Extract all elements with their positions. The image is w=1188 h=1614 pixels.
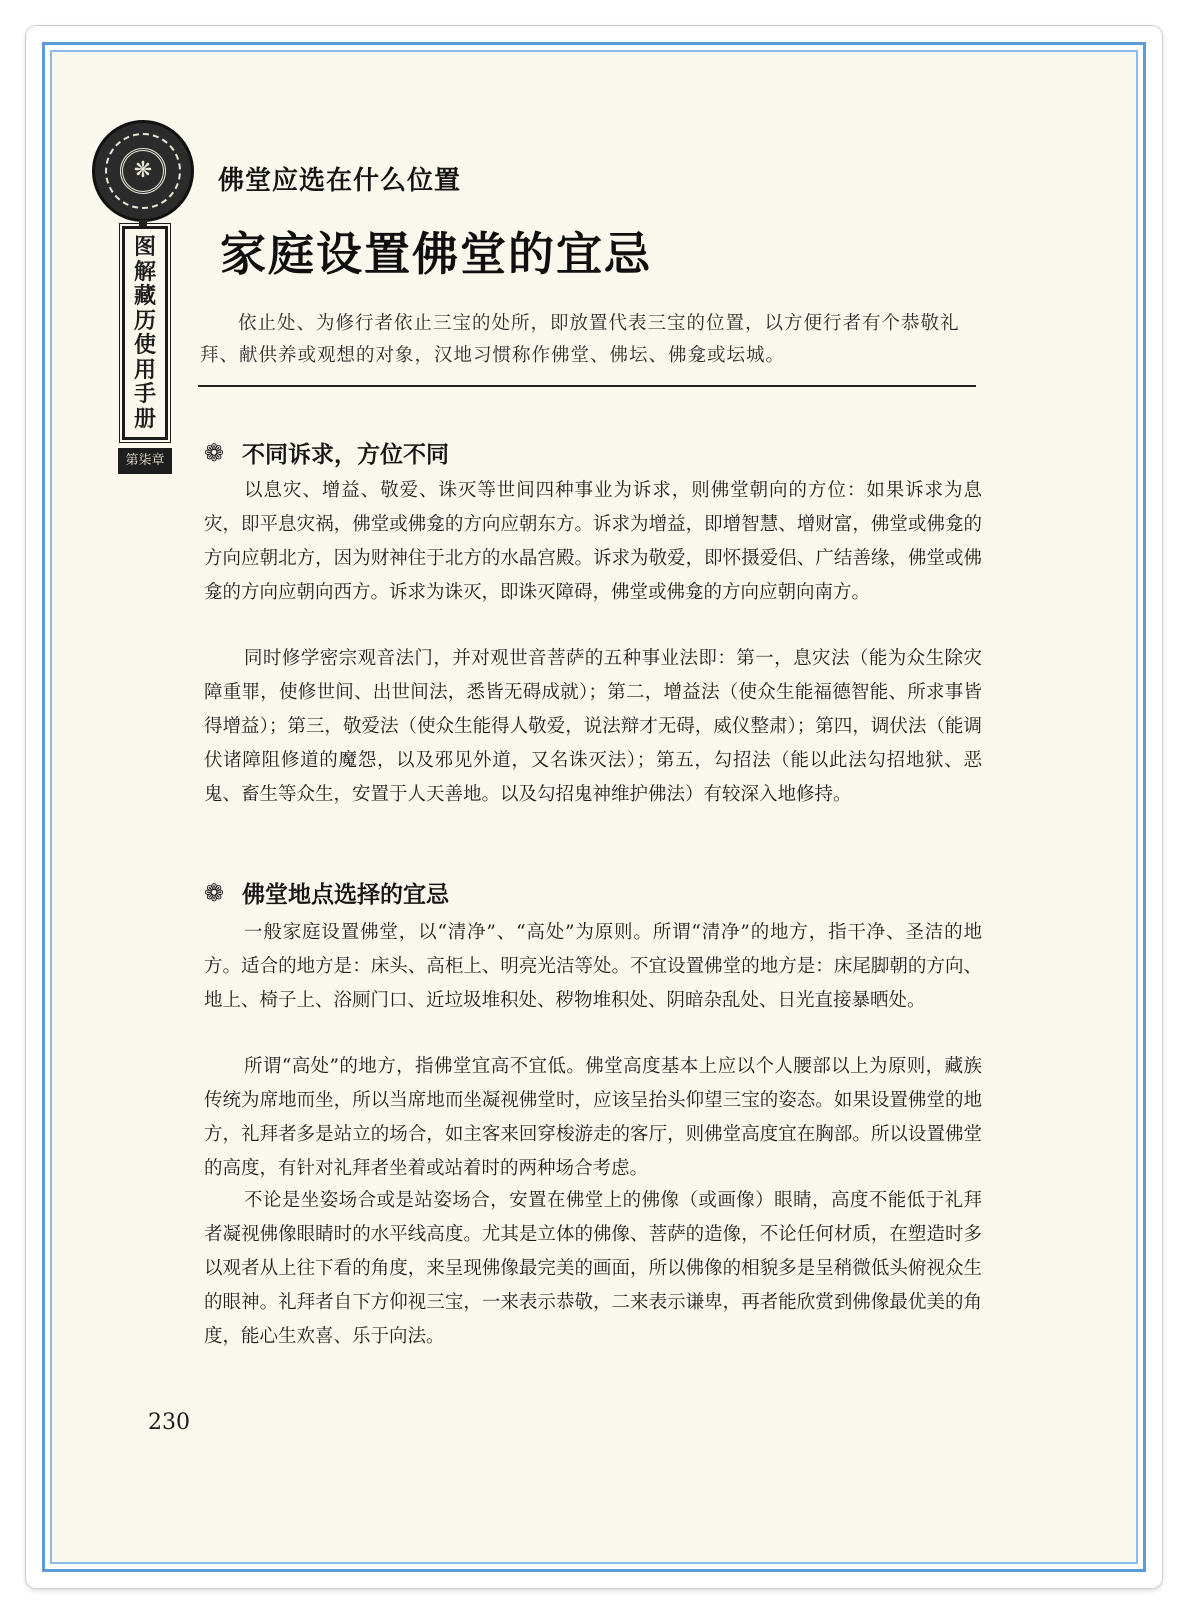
chapter-label: 第柒章	[118, 448, 172, 474]
body-paragraph: 一般家庭设置佛堂，以“清净”、“高处”为原则。所谓“清净”的地方，指干净、圣洁的地方。适合的地方是：床头、高柜上、明亮光洁等处。不宜设置佛堂的地方是：床尾脚朝的方向、地上、椅子上、浴厕门口、近垃圾堆积处、秽物堆积处、阴暗杂乱处、日光直接暴晒处。	[204, 922, 982, 1011]
book-title-char: 解	[133, 258, 156, 285]
page-title: 家庭设置佛堂的宜忌	[220, 227, 652, 281]
body-paragraph: 以息灾、增益、敬爱、诛灭等世间四种事业为诉求，则佛堂朝向的方位：如果诉求为息灾，即平息灾祸，佛堂或佛龛的方向应朝东方。诉求为增益，即增智慧、增财富，佛堂或佛龛的方向应朝北方，因为财神住于北方的水晶宫殿。诉求为敬爱，即怀摄爱侣、广结善缘，佛堂或佛龛的方向应朝向西方。诉求为诛灭，即诛灭障碍，佛堂或佛龛的方向应朝向南方。	[204, 480, 982, 603]
section-heading	[204, 436, 449, 469]
medallion-mark: ❋	[133, 158, 153, 183]
book-title-char: 图	[133, 234, 156, 261]
page-number: 230	[148, 1410, 190, 1435]
section-heading-text: 佛堂地点选择的宜忌	[242, 882, 449, 908]
book-title-char: 藏	[133, 283, 156, 310]
section-heading-text: 不同诉求，方位不同	[242, 442, 449, 468]
body-paragraph: 所谓“高处”的地方，指佛堂宜高不宜低。佛堂高度基本上应以个人腰部以上为原则，藏族传统为席地而坐，所以当席地而坐凝视佛堂时，应该呈抬头仰望三宝的姿态。如果设置佛堂的地方，礼拜者多是站立的场合，如主客来回穿梭游走的客厅，则佛堂高度宜在胸部。所以设置佛堂的高度，有针对礼拜者坐着或站着时的两种场合考虑。	[204, 1056, 982, 1179]
book-title-char: 册	[133, 405, 156, 432]
section-heading	[204, 876, 449, 909]
ornament-medallion-icon	[92, 120, 194, 222]
book-title-char: 手	[133, 381, 156, 408]
divider	[198, 385, 976, 387]
lotus-icon: ❁	[204, 878, 225, 907]
book-title-vertical	[122, 226, 168, 440]
book-title-char: 使	[133, 332, 156, 359]
book-title-char: 历	[133, 307, 156, 334]
page-subtitle: 佛堂应选在什么位置	[218, 166, 462, 196]
body-paragraph: 不论是坐姿场合或是站姿场合，安置在佛堂上的佛像（或画像）眼睛，高度不能低于礼拜者凝视佛像眼睛时的水平线高度。尤其是立体的佛像、菩萨的造像，不论任何材质，在塑造时多以观者从上往下看的角度，来呈现佛像最完美的画面，所以佛像的相貌多是呈稍微低头俯视众生的眼神。礼拜者自下方仰视三宝，一来表示恭敬，二来表示谦卑，再者能欣赏到佛像最优美的角度，能心生欢喜、乐于向法。	[204, 1190, 982, 1347]
book-title-char: 用	[133, 356, 156, 383]
body-paragraph: 同时修学密宗观音法门，并对观世音菩萨的五种事业法即：第一，息灾法（能为众生除灾障重罪，使修世间、出世间法，悉皆无碍成就）；第二，增益法（使众生能福德智能、所求事皆得增益）；第三，敬爱法（使众生能得人敬爱，说法辩才无碍，威仪整肃）；第四，调伏法（能调伏诸障阻修道的魔怨，以及邪见外道，又名诛灭法）；第五，勾招法（能以此法勾招地狱、恶鬼、畜生等众生，安置于人天善地。以及勾招鬼神维护佛法）有较深入地修持。	[204, 648, 982, 805]
lotus-icon: ❁	[204, 438, 225, 467]
intro-paragraph: 依止处、为修行者依止三宝的处所，即放置代表三宝的位置，以方便行者有个恭敬礼拜、献供养或观想的对象，汉地习惯称作佛堂、佛坛、佛龛或坛城。	[200, 313, 960, 366]
